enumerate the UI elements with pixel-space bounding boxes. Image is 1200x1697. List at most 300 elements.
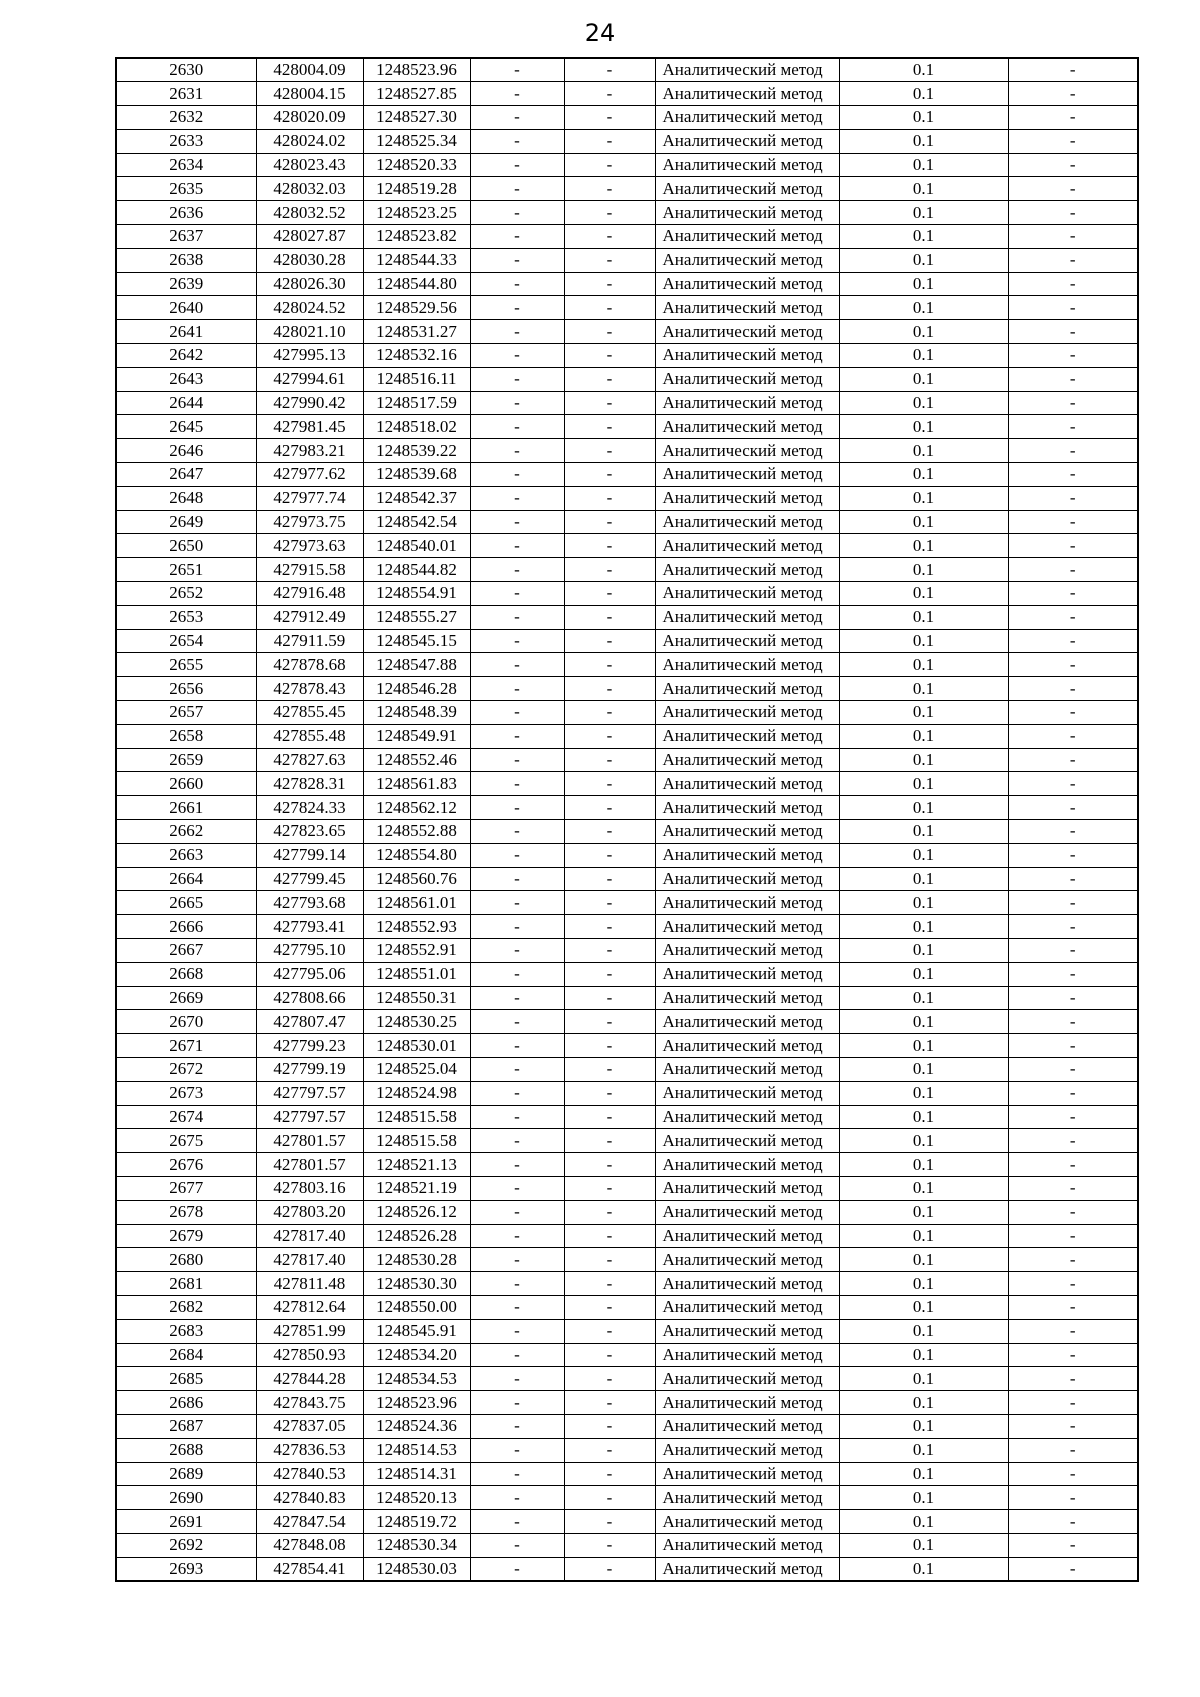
empty-cell-c: - bbox=[1008, 748, 1138, 772]
point-number-cell: 2647 bbox=[116, 463, 256, 487]
point-number-cell: 2693 bbox=[116, 1557, 256, 1581]
empty-cell-b: - bbox=[564, 1105, 655, 1129]
point-number-cell: 2639 bbox=[116, 272, 256, 296]
method-cell: Аналитический метод bbox=[655, 82, 839, 106]
x-coordinate-cell: 427855.45 bbox=[256, 701, 363, 725]
point-number-cell: 2646 bbox=[116, 439, 256, 463]
method-cell: Аналитический метод bbox=[655, 1557, 839, 1581]
method-cell: Аналитический метод bbox=[655, 986, 839, 1010]
y-coordinate-cell: 1248517.59 bbox=[363, 391, 470, 415]
y-coordinate-cell: 1248520.13 bbox=[363, 1486, 470, 1510]
empty-cell-c: - bbox=[1008, 677, 1138, 701]
accuracy-cell: 0.1 bbox=[839, 582, 1008, 606]
y-coordinate-cell: 1248545.91 bbox=[363, 1319, 470, 1343]
method-cell: Аналитический метод bbox=[655, 1176, 839, 1200]
point-number-cell: 2643 bbox=[116, 367, 256, 391]
empty-cell-c: - bbox=[1008, 558, 1138, 582]
point-number-cell: 2673 bbox=[116, 1081, 256, 1105]
point-number-cell: 2686 bbox=[116, 1391, 256, 1415]
x-coordinate-cell: 427983.21 bbox=[256, 439, 363, 463]
x-coordinate-cell: 427803.16 bbox=[256, 1176, 363, 1200]
table-row bbox=[116, 843, 1138, 867]
empty-cell-a: - bbox=[470, 867, 564, 891]
point-number-cell: 2674 bbox=[116, 1105, 256, 1129]
table-row bbox=[116, 129, 1138, 153]
point-number-cell: 2666 bbox=[116, 915, 256, 939]
x-coordinate-cell: 428023.43 bbox=[256, 153, 363, 177]
empty-cell-a: - bbox=[470, 1557, 564, 1581]
table-row bbox=[116, 272, 1138, 296]
y-coordinate-cell: 1248523.82 bbox=[363, 225, 470, 249]
y-coordinate-cell: 1248531.27 bbox=[363, 320, 470, 344]
accuracy-cell: 0.1 bbox=[839, 129, 1008, 153]
accuracy-cell: 0.1 bbox=[839, 82, 1008, 106]
empty-cell-c: - bbox=[1008, 1010, 1138, 1034]
empty-cell-b: - bbox=[564, 1343, 655, 1367]
empty-cell-c: - bbox=[1008, 82, 1138, 106]
y-coordinate-cell: 1248534.20 bbox=[363, 1343, 470, 1367]
y-coordinate-cell: 1248554.91 bbox=[363, 582, 470, 606]
accuracy-cell: 0.1 bbox=[839, 724, 1008, 748]
y-coordinate-cell: 1248530.03 bbox=[363, 1557, 470, 1581]
accuracy-cell: 0.1 bbox=[839, 1319, 1008, 1343]
table-row bbox=[116, 796, 1138, 820]
y-coordinate-cell: 1248530.28 bbox=[363, 1248, 470, 1272]
x-coordinate-cell: 428021.10 bbox=[256, 320, 363, 344]
table-row bbox=[116, 1533, 1138, 1557]
method-cell: Аналитический метод bbox=[655, 177, 839, 201]
table-row bbox=[116, 248, 1138, 272]
method-cell: Аналитический метод bbox=[655, 58, 839, 82]
accuracy-cell: 0.1 bbox=[839, 915, 1008, 939]
empty-cell-b: - bbox=[564, 1176, 655, 1200]
empty-cell-a: - bbox=[470, 1176, 564, 1200]
empty-cell-c: - bbox=[1008, 272, 1138, 296]
point-number-cell: 2678 bbox=[116, 1200, 256, 1224]
accuracy-cell: 0.1 bbox=[839, 415, 1008, 439]
method-cell: Аналитический метод bbox=[655, 582, 839, 606]
accuracy-cell: 0.1 bbox=[839, 391, 1008, 415]
method-cell: Аналитический метод bbox=[655, 820, 839, 844]
x-coordinate-cell: 428020.09 bbox=[256, 106, 363, 130]
y-coordinate-cell: 1248562.12 bbox=[363, 796, 470, 820]
empty-cell-a: - bbox=[470, 534, 564, 558]
point-number-cell: 2665 bbox=[116, 891, 256, 915]
empty-cell-c: - bbox=[1008, 248, 1138, 272]
empty-cell-a: - bbox=[470, 1367, 564, 1391]
x-coordinate-cell: 427994.61 bbox=[256, 367, 363, 391]
empty-cell-c: - bbox=[1008, 843, 1138, 867]
empty-cell-a: - bbox=[470, 225, 564, 249]
empty-cell-a: - bbox=[470, 272, 564, 296]
empty-cell-a: - bbox=[470, 891, 564, 915]
y-coordinate-cell: 1248526.28 bbox=[363, 1224, 470, 1248]
empty-cell-a: - bbox=[470, 248, 564, 272]
empty-cell-c: - bbox=[1008, 1034, 1138, 1058]
y-coordinate-cell: 1248519.28 bbox=[363, 177, 470, 201]
empty-cell-a: - bbox=[470, 391, 564, 415]
x-coordinate-cell: 427855.48 bbox=[256, 724, 363, 748]
empty-cell-c: - bbox=[1008, 653, 1138, 677]
x-coordinate-cell: 428024.52 bbox=[256, 296, 363, 320]
empty-cell-b: - bbox=[564, 1248, 655, 1272]
empty-cell-b: - bbox=[564, 1081, 655, 1105]
point-number-cell: 2692 bbox=[116, 1533, 256, 1557]
empty-cell-a: - bbox=[470, 748, 564, 772]
method-cell: Аналитический метод bbox=[655, 677, 839, 701]
empty-cell-a: - bbox=[470, 1153, 564, 1177]
method-cell: Аналитический метод bbox=[655, 344, 839, 368]
empty-cell-a: - bbox=[470, 320, 564, 344]
empty-cell-b: - bbox=[564, 415, 655, 439]
accuracy-cell: 0.1 bbox=[839, 1176, 1008, 1200]
point-number-cell: 2661 bbox=[116, 796, 256, 820]
empty-cell-a: - bbox=[470, 1272, 564, 1296]
empty-cell-c: - bbox=[1008, 867, 1138, 891]
y-coordinate-cell: 1248550.31 bbox=[363, 986, 470, 1010]
method-cell: Аналитический метод bbox=[655, 605, 839, 629]
x-coordinate-cell: 428030.28 bbox=[256, 248, 363, 272]
table-body bbox=[116, 58, 1138, 1581]
x-coordinate-cell: 427878.68 bbox=[256, 653, 363, 677]
empty-cell-b: - bbox=[564, 58, 655, 82]
x-coordinate-cell: 427823.65 bbox=[256, 820, 363, 844]
table-row bbox=[116, 701, 1138, 725]
empty-cell-c: - bbox=[1008, 915, 1138, 939]
x-coordinate-cell: 427995.13 bbox=[256, 344, 363, 368]
point-number-cell: 2669 bbox=[116, 986, 256, 1010]
empty-cell-b: - bbox=[564, 1057, 655, 1081]
empty-cell-b: - bbox=[564, 558, 655, 582]
table-row bbox=[116, 320, 1138, 344]
y-coordinate-cell: 1248542.37 bbox=[363, 486, 470, 510]
table-row bbox=[116, 1057, 1138, 1081]
empty-cell-c: - bbox=[1008, 962, 1138, 986]
accuracy-cell: 0.1 bbox=[839, 938, 1008, 962]
table-row bbox=[116, 724, 1138, 748]
x-coordinate-cell: 427827.63 bbox=[256, 748, 363, 772]
method-cell: Аналитический метод bbox=[655, 701, 839, 725]
empty-cell-c: - bbox=[1008, 891, 1138, 915]
empty-cell-a: - bbox=[470, 772, 564, 796]
empty-cell-a: - bbox=[470, 677, 564, 701]
empty-cell-c: - bbox=[1008, 1272, 1138, 1296]
table-row bbox=[116, 463, 1138, 487]
y-coordinate-cell: 1248523.25 bbox=[363, 201, 470, 225]
y-coordinate-cell: 1248529.56 bbox=[363, 296, 470, 320]
x-coordinate-cell: 427854.41 bbox=[256, 1557, 363, 1581]
y-coordinate-cell: 1248554.80 bbox=[363, 843, 470, 867]
x-coordinate-cell: 427803.20 bbox=[256, 1200, 363, 1224]
empty-cell-b: - bbox=[564, 153, 655, 177]
table-row bbox=[116, 582, 1138, 606]
point-number-cell: 2648 bbox=[116, 486, 256, 510]
empty-cell-c: - bbox=[1008, 463, 1138, 487]
empty-cell-b: - bbox=[564, 248, 655, 272]
method-cell: Аналитический метод bbox=[655, 1367, 839, 1391]
table-row bbox=[116, 677, 1138, 701]
empty-cell-a: - bbox=[470, 201, 564, 225]
method-cell: Аналитический метод bbox=[655, 201, 839, 225]
y-coordinate-cell: 1248539.68 bbox=[363, 463, 470, 487]
empty-cell-a: - bbox=[470, 986, 564, 1010]
y-coordinate-cell: 1248523.96 bbox=[363, 58, 470, 82]
table-row bbox=[116, 510, 1138, 534]
empty-cell-b: - bbox=[564, 1533, 655, 1557]
accuracy-cell: 0.1 bbox=[839, 1034, 1008, 1058]
table-row bbox=[116, 1010, 1138, 1034]
table-row bbox=[116, 1248, 1138, 1272]
y-coordinate-cell: 1248518.02 bbox=[363, 415, 470, 439]
x-coordinate-cell: 427824.33 bbox=[256, 796, 363, 820]
table-row bbox=[116, 201, 1138, 225]
table-row bbox=[116, 1081, 1138, 1105]
table-row bbox=[116, 629, 1138, 653]
x-coordinate-cell: 427793.41 bbox=[256, 915, 363, 939]
x-coordinate-cell: 428032.52 bbox=[256, 201, 363, 225]
accuracy-cell: 0.1 bbox=[839, 510, 1008, 534]
x-coordinate-cell: 427981.45 bbox=[256, 415, 363, 439]
method-cell: Аналитический метод bbox=[655, 558, 839, 582]
empty-cell-b: - bbox=[564, 391, 655, 415]
empty-cell-a: - bbox=[470, 1224, 564, 1248]
empty-cell-b: - bbox=[564, 1034, 655, 1058]
table-row bbox=[116, 391, 1138, 415]
empty-cell-b: - bbox=[564, 296, 655, 320]
point-number-cell: 2662 bbox=[116, 820, 256, 844]
empty-cell-c: - bbox=[1008, 1391, 1138, 1415]
accuracy-cell: 0.1 bbox=[839, 1343, 1008, 1367]
y-coordinate-cell: 1248539.22 bbox=[363, 439, 470, 463]
point-number-cell: 2684 bbox=[116, 1343, 256, 1367]
accuracy-cell: 0.1 bbox=[839, 1224, 1008, 1248]
y-coordinate-cell: 1248525.04 bbox=[363, 1057, 470, 1081]
y-coordinate-cell: 1248550.00 bbox=[363, 1295, 470, 1319]
method-cell: Аналитический метод bbox=[655, 463, 839, 487]
x-coordinate-cell: 427807.47 bbox=[256, 1010, 363, 1034]
empty-cell-a: - bbox=[470, 1414, 564, 1438]
method-cell: Аналитический метод bbox=[655, 1153, 839, 1177]
x-coordinate-cell: 427850.93 bbox=[256, 1343, 363, 1367]
empty-cell-a: - bbox=[470, 106, 564, 130]
empty-cell-c: - bbox=[1008, 1295, 1138, 1319]
x-coordinate-cell: 427793.68 bbox=[256, 891, 363, 915]
x-coordinate-cell: 427795.10 bbox=[256, 938, 363, 962]
y-coordinate-cell: 1248544.82 bbox=[363, 558, 470, 582]
table-row bbox=[116, 748, 1138, 772]
point-number-cell: 2654 bbox=[116, 629, 256, 653]
empty-cell-b: - bbox=[564, 724, 655, 748]
table-row bbox=[116, 534, 1138, 558]
empty-cell-c: - bbox=[1008, 106, 1138, 130]
empty-cell-b: - bbox=[564, 1510, 655, 1534]
y-coordinate-cell: 1248527.85 bbox=[363, 82, 470, 106]
accuracy-cell: 0.1 bbox=[839, 605, 1008, 629]
empty-cell-b: - bbox=[564, 748, 655, 772]
x-coordinate-cell: 427837.05 bbox=[256, 1414, 363, 1438]
point-number-cell: 2638 bbox=[116, 248, 256, 272]
empty-cell-a: - bbox=[470, 1486, 564, 1510]
accuracy-cell: 0.1 bbox=[839, 106, 1008, 130]
table-row bbox=[116, 1034, 1138, 1058]
accuracy-cell: 0.1 bbox=[839, 1057, 1008, 1081]
y-coordinate-cell: 1248532.16 bbox=[363, 344, 470, 368]
method-cell: Аналитический метод bbox=[655, 1438, 839, 1462]
point-number-cell: 2644 bbox=[116, 391, 256, 415]
x-coordinate-cell: 427817.40 bbox=[256, 1248, 363, 1272]
empty-cell-a: - bbox=[470, 510, 564, 534]
accuracy-cell: 0.1 bbox=[839, 677, 1008, 701]
empty-cell-a: - bbox=[470, 1295, 564, 1319]
x-coordinate-cell: 427828.31 bbox=[256, 772, 363, 796]
y-coordinate-cell: 1248555.27 bbox=[363, 605, 470, 629]
point-number-cell: 2631 bbox=[116, 82, 256, 106]
x-coordinate-cell: 427801.57 bbox=[256, 1129, 363, 1153]
empty-cell-c: - bbox=[1008, 938, 1138, 962]
table-row bbox=[116, 177, 1138, 201]
point-number-cell: 2641 bbox=[116, 320, 256, 344]
y-coordinate-cell: 1248561.01 bbox=[363, 891, 470, 915]
y-coordinate-cell: 1248527.30 bbox=[363, 106, 470, 130]
empty-cell-b: - bbox=[564, 796, 655, 820]
accuracy-cell: 0.1 bbox=[839, 1533, 1008, 1557]
table-row bbox=[116, 867, 1138, 891]
empty-cell-b: - bbox=[564, 1391, 655, 1415]
method-cell: Аналитический метод bbox=[655, 1057, 839, 1081]
accuracy-cell: 0.1 bbox=[839, 225, 1008, 249]
y-coordinate-cell: 1248552.91 bbox=[363, 938, 470, 962]
table-row bbox=[116, 344, 1138, 368]
empty-cell-b: - bbox=[564, 1224, 655, 1248]
point-number-cell: 2671 bbox=[116, 1034, 256, 1058]
accuracy-cell: 0.1 bbox=[839, 272, 1008, 296]
empty-cell-b: - bbox=[564, 510, 655, 534]
empty-cell-b: - bbox=[564, 820, 655, 844]
method-cell: Аналитический метод bbox=[655, 1034, 839, 1058]
empty-cell-b: - bbox=[564, 1486, 655, 1510]
x-coordinate-cell: 428027.87 bbox=[256, 225, 363, 249]
x-coordinate-cell: 427836.53 bbox=[256, 1438, 363, 1462]
method-cell: Аналитический метод bbox=[655, 796, 839, 820]
x-coordinate-cell: 427912.49 bbox=[256, 605, 363, 629]
y-coordinate-cell: 1248524.98 bbox=[363, 1081, 470, 1105]
method-cell: Аналитический метод bbox=[655, 1462, 839, 1486]
x-coordinate-cell: 427797.57 bbox=[256, 1105, 363, 1129]
y-coordinate-cell: 1248549.91 bbox=[363, 724, 470, 748]
x-coordinate-cell: 427847.54 bbox=[256, 1510, 363, 1534]
accuracy-cell: 0.1 bbox=[839, 1129, 1008, 1153]
table-row bbox=[116, 225, 1138, 249]
point-number-cell: 2664 bbox=[116, 867, 256, 891]
empty-cell-a: - bbox=[470, 129, 564, 153]
empty-cell-a: - bbox=[470, 296, 564, 320]
empty-cell-b: - bbox=[564, 891, 655, 915]
empty-cell-a: - bbox=[470, 463, 564, 487]
empty-cell-c: - bbox=[1008, 820, 1138, 844]
table-row bbox=[116, 938, 1138, 962]
y-coordinate-cell: 1248514.31 bbox=[363, 1462, 470, 1486]
empty-cell-b: - bbox=[564, 177, 655, 201]
accuracy-cell: 0.1 bbox=[839, 1272, 1008, 1296]
point-number-cell: 2688 bbox=[116, 1438, 256, 1462]
point-number-cell: 2667 bbox=[116, 938, 256, 962]
empty-cell-b: - bbox=[564, 82, 655, 106]
method-cell: Аналитический метод bbox=[655, 272, 839, 296]
accuracy-cell: 0.1 bbox=[839, 1010, 1008, 1034]
y-coordinate-cell: 1248545.15 bbox=[363, 629, 470, 653]
empty-cell-b: - bbox=[564, 1272, 655, 1296]
empty-cell-a: - bbox=[470, 1343, 564, 1367]
point-number-cell: 2652 bbox=[116, 582, 256, 606]
x-coordinate-cell: 427843.75 bbox=[256, 1391, 363, 1415]
accuracy-cell: 0.1 bbox=[839, 534, 1008, 558]
method-cell: Аналитический метод bbox=[655, 1272, 839, 1296]
empty-cell-c: - bbox=[1008, 986, 1138, 1010]
accuracy-cell: 0.1 bbox=[839, 1081, 1008, 1105]
method-cell: Аналитический метод bbox=[655, 1248, 839, 1272]
y-coordinate-cell: 1248530.30 bbox=[363, 1272, 470, 1296]
accuracy-cell: 0.1 bbox=[839, 558, 1008, 582]
empty-cell-a: - bbox=[470, 82, 564, 106]
accuracy-cell: 0.1 bbox=[839, 296, 1008, 320]
accuracy-cell: 0.1 bbox=[839, 986, 1008, 1010]
empty-cell-a: - bbox=[470, 1462, 564, 1486]
table-row bbox=[116, 1367, 1138, 1391]
y-coordinate-cell: 1248548.39 bbox=[363, 701, 470, 725]
method-cell: Аналитический метод bbox=[655, 1295, 839, 1319]
point-number-cell: 2634 bbox=[116, 153, 256, 177]
y-coordinate-cell: 1248521.19 bbox=[363, 1176, 470, 1200]
method-cell: Аналитический метод bbox=[655, 153, 839, 177]
table-row bbox=[116, 1153, 1138, 1177]
empty-cell-b: - bbox=[564, 1557, 655, 1581]
point-number-cell: 2640 bbox=[116, 296, 256, 320]
empty-cell-b: - bbox=[564, 439, 655, 463]
empty-cell-b: - bbox=[564, 106, 655, 130]
empty-cell-b: - bbox=[564, 677, 655, 701]
empty-cell-c: - bbox=[1008, 1438, 1138, 1462]
empty-cell-c: - bbox=[1008, 1486, 1138, 1510]
point-number-cell: 2681 bbox=[116, 1272, 256, 1296]
point-number-cell: 2660 bbox=[116, 772, 256, 796]
empty-cell-a: - bbox=[470, 582, 564, 606]
method-cell: Аналитический метод bbox=[655, 915, 839, 939]
y-coordinate-cell: 1248552.46 bbox=[363, 748, 470, 772]
empty-cell-b: - bbox=[564, 1153, 655, 1177]
accuracy-cell: 0.1 bbox=[839, 962, 1008, 986]
table-row bbox=[116, 1510, 1138, 1534]
x-coordinate-cell: 427878.43 bbox=[256, 677, 363, 701]
table-row bbox=[116, 558, 1138, 582]
empty-cell-c: - bbox=[1008, 1414, 1138, 1438]
table-row bbox=[116, 1438, 1138, 1462]
point-number-cell: 2653 bbox=[116, 605, 256, 629]
empty-cell-b: - bbox=[564, 701, 655, 725]
table-row bbox=[116, 439, 1138, 463]
empty-cell-a: - bbox=[470, 1034, 564, 1058]
point-number-cell: 2636 bbox=[116, 201, 256, 225]
empty-cell-a: - bbox=[470, 1533, 564, 1557]
table-row bbox=[116, 962, 1138, 986]
empty-cell-a: - bbox=[470, 558, 564, 582]
empty-cell-a: - bbox=[470, 629, 564, 653]
y-coordinate-cell: 1248552.93 bbox=[363, 915, 470, 939]
accuracy-cell: 0.1 bbox=[839, 891, 1008, 915]
point-number-cell: 2656 bbox=[116, 677, 256, 701]
point-number-cell: 2632 bbox=[116, 106, 256, 130]
table-row bbox=[116, 106, 1138, 130]
empty-cell-a: - bbox=[470, 1438, 564, 1462]
